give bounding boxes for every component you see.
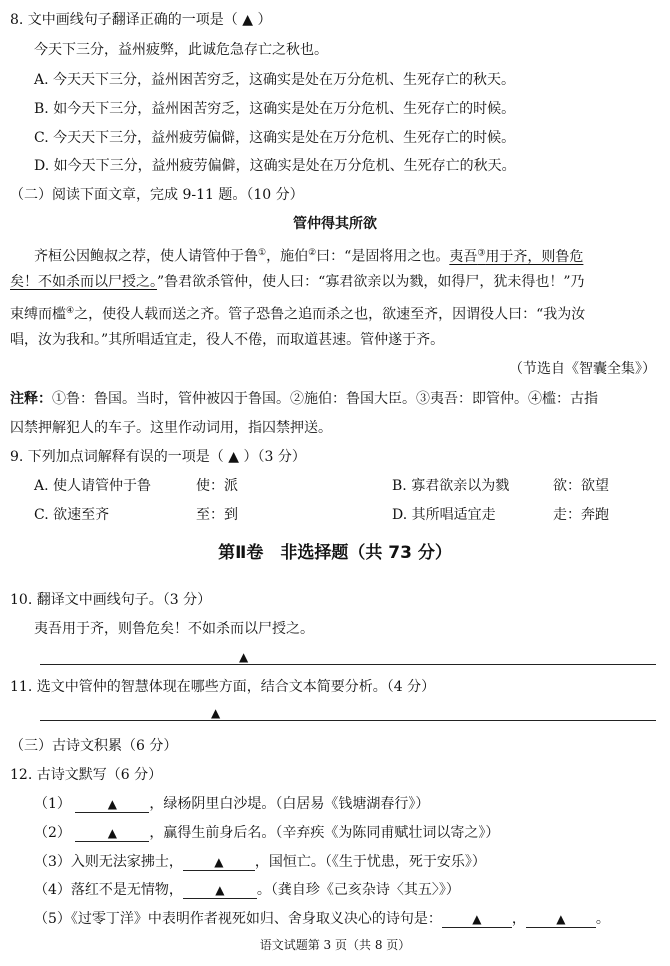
- item-number: （3）: [34, 854, 71, 870]
- item-text: 落红不是无情物，: [70, 882, 183, 898]
- q10-answer-mark: ▲: [239, 650, 249, 664]
- q9-option-d-gloss: 走：奔跑: [553, 507, 609, 523]
- q11-stem: 11. 选文中管仲的智慧体现在哪些方面，结合文本简要分析。（4 分）: [10, 679, 436, 695]
- item-text: 《过零丁洋》中表明作者视死如归、舍身取义决心的诗句是：: [70, 911, 442, 927]
- q10-answer-line[interactable]: [40, 650, 656, 665]
- note-ref-2: ②: [308, 248, 317, 258]
- fill-blank[interactable]: ▲: [442, 911, 512, 928]
- volume-2-heading: 第Ⅱ卷 非选择题（共 73 分）: [218, 543, 452, 563]
- passage-text: ，施伯: [266, 248, 309, 265]
- passage-line-1: [0, 243, 670, 267]
- q8-option-b: B. 如今天下三分，益州困苦穷乏，这确实是处在万分危机、生死存亡的时候。: [34, 101, 516, 117]
- page-footer: 语文试题第 3 页（共 8 页）: [259, 938, 411, 952]
- item-number: （2）: [34, 825, 71, 841]
- item-number: （1）: [34, 796, 71, 812]
- fill-blank[interactable]: ▲: [183, 882, 257, 899]
- q12-item-1: [0, 794, 670, 814]
- item-text: ，国恒亡。（《生于忧患，死于安乐》）: [254, 854, 486, 870]
- q12-item-3: [0, 852, 670, 872]
- notes-label: 注释：: [10, 391, 52, 407]
- q8-stem: 8. 文中画线句子翻译正确的一项是（ ▲ ）: [10, 12, 272, 28]
- note-ref-4: ④: [66, 306, 75, 316]
- q8-option-c: C. 今天天下三分，益州疲劳偏僻，这确实是处在万分危机、生死存亡的时候。: [34, 130, 516, 146]
- note-ref-1: ①: [258, 248, 267, 258]
- q11-answer-line[interactable]: [40, 706, 656, 721]
- item-number: （4）: [34, 882, 71, 898]
- notes-line-2: 囚禁押解犯人的车子。这里作动词用，指囚禁押送。: [10, 420, 332, 436]
- q9-option-b: B. 寡君欲亲以为戮: [392, 478, 510, 494]
- fill-blank[interactable]: ▲: [75, 825, 149, 842]
- q9-option-c-gloss: 至：到: [196, 507, 238, 523]
- q9-option-b-gloss: 欲：欲望: [553, 478, 609, 494]
- item-text: 入则无法家拂士，: [70, 854, 183, 870]
- item-text: ，绿杨阴里白沙堤。（白居易《钱塘湖春行》）: [149, 796, 430, 812]
- section-2-heading: （二）阅读下面文章，完成 9-11 题。（10 分）: [10, 187, 304, 203]
- q9-option-d: D. 其所唱适宜走: [392, 507, 496, 523]
- q12-stem: 12. 古诗文默写（6 分）: [10, 767, 163, 783]
- passage-text: 曰：“是固将用之也。: [316, 248, 450, 265]
- passage-text: 夷吾: [449, 248, 478, 265]
- q12-item-5: [0, 909, 670, 929]
- passage-text: 之，使役人载而送之齐。管子恐鲁之追而杀之也，欲速至齐，因谓役人曰：“我为汝: [74, 306, 586, 323]
- passage-text: 束缚而槛: [10, 306, 66, 323]
- passage-line-3: [0, 301, 670, 325]
- passage-line-2: [0, 272, 670, 292]
- fill-blank[interactable]: ▲: [183, 854, 255, 871]
- notes-text: ①鲁：鲁国。当时，管仲被囚于鲁国。②施伯：鲁国大臣。③夷吾：即管仲。④槛：古指: [52, 391, 598, 407]
- q9-option-c: C. 欲速至齐: [34, 507, 110, 523]
- item-text: 。（龚自珍《己亥杂诗〈其五〉》）: [256, 882, 460, 898]
- q12-item-2: [0, 823, 670, 843]
- q12-item-4: [0, 880, 670, 900]
- underlined-sentence: [449, 249, 583, 265]
- q11-answer-mark: ▲: [211, 706, 221, 720]
- item-text: ，: [511, 911, 526, 927]
- section-3-heading: （三）古诗文积累（6 分）: [10, 738, 178, 754]
- item-number: （5）: [34, 911, 71, 927]
- passage-text: ”鲁君欲杀管仲，使人曰：“寡君欲亲以为戮，如得尸，犹未得也！”乃: [157, 274, 585, 290]
- passage-source: （节选自《智囊全集》）: [509, 361, 656, 377]
- notes-line-1: [0, 389, 670, 409]
- passage-text: 用于齐，则鲁危: [485, 248, 584, 265]
- q8-sentence: 今天下三分，益州疲弊，此诚危急存亡之秋也。: [34, 42, 328, 58]
- passage-title: 管仲得其所欲: [293, 216, 377, 232]
- item-text: 。: [595, 911, 610, 927]
- passage-line-4: 唱，汝为我和。”其所唱适宜走，役人不倦，而取道甚速。管仲遂于齐。: [10, 332, 445, 348]
- q8-option-a: A. 今天天下三分，益州困苦穷乏，这确实是处在万分危机、生死存亡的秋天。: [34, 72, 516, 88]
- note-ref-3: ③: [477, 248, 486, 258]
- q10-sentence: 夷吾用于齐，则鲁危矣！不如杀而以尸授之。: [34, 621, 314, 637]
- underlined-sentence: 矣！不如杀而以尸授之。: [10, 274, 157, 290]
- q8-option-d: D. 如今天下三分，益州疲劳偏僻，这确实是处在万分危机、生死存亡的秋天。: [34, 158, 516, 174]
- fill-blank[interactable]: ▲: [75, 796, 149, 813]
- fill-blank[interactable]: ▲: [526, 911, 596, 928]
- item-text: ，赢得生前身后名。（辛弃疾《为陈同甫赋壮词以寄之》）: [149, 825, 500, 841]
- passage-text: 齐桓公因鲍叔之荐，使人请管仲于鲁: [34, 248, 258, 265]
- q9-option-a-gloss: 使：派: [196, 478, 238, 494]
- q9-option-a: A. 使人请管仲于鲁: [34, 478, 152, 494]
- q9-stem: 9. 下列加点词解释有误的一项是（ ▲ ）（3 分）: [10, 449, 306, 465]
- q10-stem: 10. 翻译文中画线句子。（3 分）: [10, 592, 212, 608]
